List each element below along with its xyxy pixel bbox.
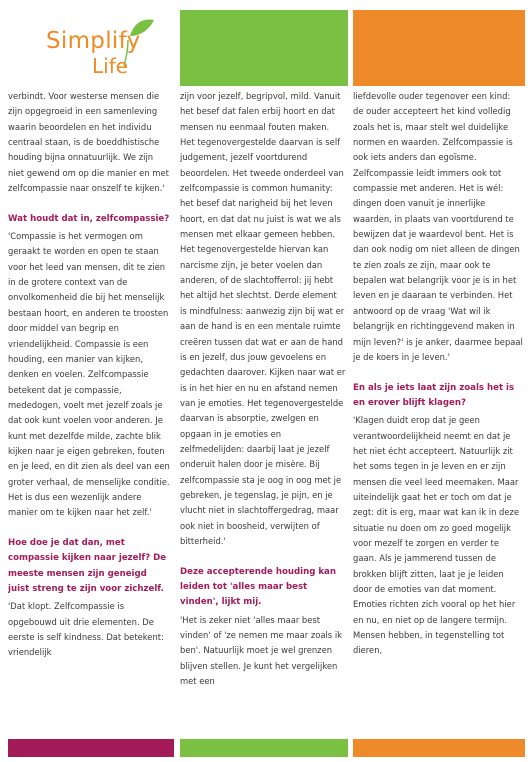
top-orange-bar [353,10,525,86]
column-1-heading-2: Hoe doe je dat dan, met compassie kijken naar jezelf? De meeste mensen zijn geneigd juist streng te zijn voor zichzelf. [8,537,167,594]
column-3-paragraph-1: liefdevolle ouder tegenover een kind: de ouder accepteert het kind volledig zoals het is, maar stelt wel duidelijke normen en waarden. Zelfcompassie is ook iets anders dan egoïsme. Zelfcompassie leidt immers ook tot compassie met anderen. Het is wél: dingen doen vanuit je innerlijke waarden, in plaats van voortdurend te bewijzen dat je waardevol bent. Het is dan ook nodig om niet alleen de dingen te zien zoals ze zijn, maar ook te bepalen wat belangrijk voor je is in het leven en je daaraan te verbinden. Het antwoord op de vraag 'Wat wil ik belangrijk en richtinggevend maken in mijn leven?' is je anker, daarmee bepaal je de koers in je leven.' [353,91,523,362]
bottom-orange-bar [353,739,525,757]
bottom-green-bar [180,739,348,757]
column-2-paragraph-2: 'Het is zeker niet 'alles maar best vinden' of 'ze nemen me maar zoals ik ben'. Natuurlijk moet je wel grenzen blijven stellen. Je kunt het vergelijken met een [180,614,343,687]
bottom-purple-bar [8,739,174,757]
column-2-paragraph-1: zijn voor jezelf, begripvol, mild. Vanuit het besef dat falen erbij hoort en dat mensen nu eenmaal fouten maken. Het tegenovergestelde daarvan is self judgement, jezelf voortdurend beoordelen. Het tweede onderdeel van zelfcompassie is common humanity: het besef dat narigheid bij het leven hoort, en dat dat nu juist is wat we als mensen met elkaar gemeen hebben. Het tegenovergestelde hiervan kan narcisme zijn, je beter voelen dan anderen, of de slachtofferrol: jij hebt het altijd het slechtst. Derde element is mindfulness: aanwezig zijn bij wat er aan de hand is en een mentale ruimte creëren tussen dat wat er aan de hand is en jezelf, dus jouw gevoelens en gedachten daarover. Kijken naar wat er is in het hier en nu en afstand nemen van je emoties. Het tegenovergestelde daarvan is absorptie, zwelgen en opgaan in je emoties en zelfmedelijden: daarbij laat je jezelf onderuit halen door je misère. Bij zelfcompassie sta je oog in oog met je gebreken, je tegenslag, je pijn, en je vlucht niet in slachtoffergedrag, maar ook niet in boosheid, verwijten of bitterheid.' [180,91,346,546]
column-1-paragraph-2: 'Compassie is het vermogen om geraakt te worden en open te staan voor het leed van mensen, dit te zien in de grotere context van de onvolkomenheid die bij het menselijk bestaan hoort, en anderen te troosten door middel van begrip en vriendelijkheid. Compassie is een houding, een manier van kijken, denken en voelen. Zelfcompassie betekent dat je compassie, mededogen, voelt met jezelf zoals je dat ook kunt voelen voor anderen. Je kunt met dezelfde milde, zachte blik kijken naar je eigen gebreken, fouten en je leed, en dit zien als deel van een groter verhaal, de menselijke conditie. Het is dus een wezenlijk andere manier om te kijken naar het zelf.' [8,231,170,518]
logo-simplify-text: Simplify [46,28,141,54]
column-1-heading-1: Wat houdt dat in, zelfcompassie? [8,213,170,224]
column-1-paragraph-1: verbindt. Voor westerse mensen die zijn opgegroeid in een samenleving waarin beoordelen en het individu centraal staan, is de boeddhistische houding bijna onnatuurlijk. We zijn niet gewend om op die manier en met zelfcompassie naar onszelf te kijken.' [8,91,169,194]
column-1 [8,89,170,735]
column-1-paragraph-3: 'Dat klopt. Zelfcompassie is opgebouwd uit drie elementen. De eerste is self kindness. Dat betekent: vriendelijk [8,601,164,658]
column-2-heading-1: Deze accepterende houding kan leiden tot 'alles maar best vinden', lijkt mij. [180,566,336,608]
column-2 [180,89,346,735]
logo-life-text: Life [92,54,129,78]
top-green-bar [180,10,348,86]
simplify-life-logo [8,14,174,84]
column-3-paragraph-2: 'Klagen duidt erop dat je geen verantwoordelijkheid neemt en dat je het niet écht accepteert. Natuurlijk zit het soms tegen in je leven en er zijn mensen die veel leed meemaken. Maar uiteindelijk gaat het er toch om dat je zegt: dit is erg, maar wat kan ik in deze situatie nu doen om zo goed mogelijk voor mezelf te zorgen en verder te gaan. Als je jammerend tussen de brokken blijft zitten, laat je je leiden door de emoties van dat moment. Emoties richten zich vooral op het hier en nu, en niet op de langere termijn. Mensen hebben, in tegenstelling tot dieren, [353,415,520,656]
column-3-heading-1: En als je iets laat zijn zoals het is en erover blijft klagen? [353,382,515,408]
column-3 [353,89,523,735]
